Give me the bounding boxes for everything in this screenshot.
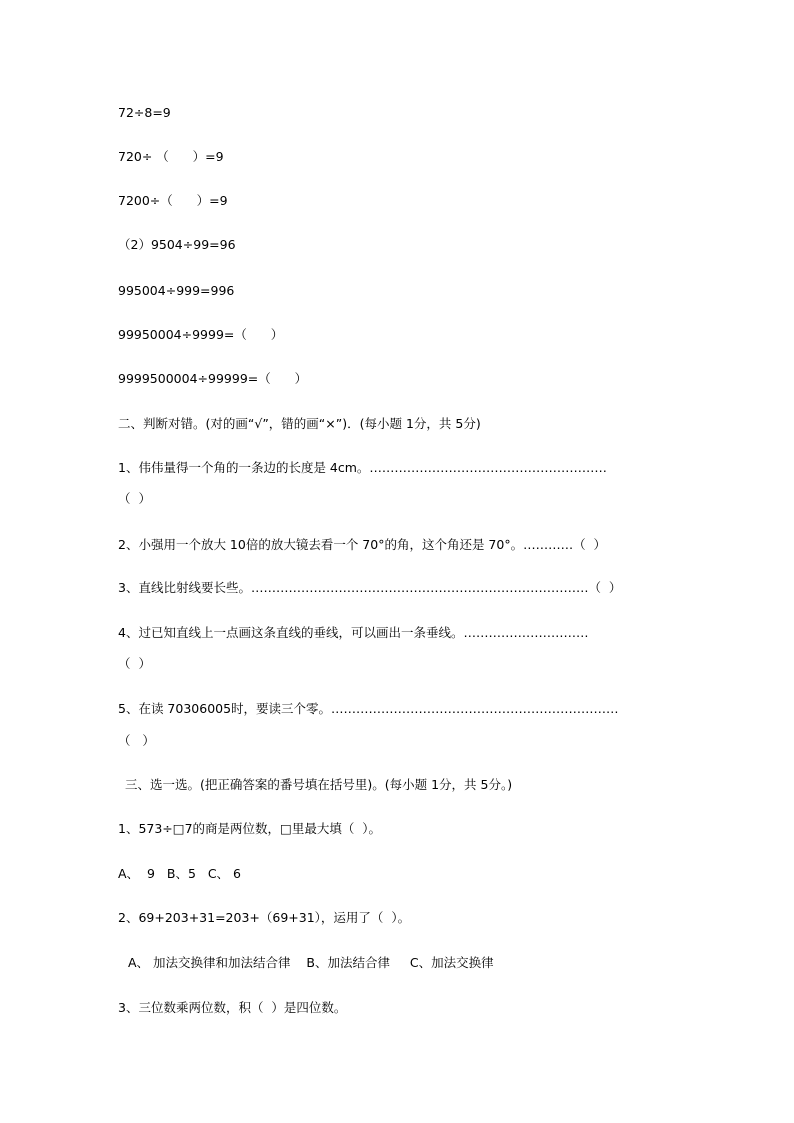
question-text: 4、过已知直线上一点画这条直线的垂线，可以画出一条垂线。………………………… <box>118 625 589 640</box>
answer-bracket: （ ） <box>118 491 151 506</box>
section-heading: 三、选一选。(把正确答案的番号填在括号里)。(每小题 1分，共 5分。) <box>125 777 513 792</box>
question-text: 3、直线比射线要长些。………………………………………………………………………（ ） <box>118 580 622 595</box>
equation-line: （2）9504÷99=96 <box>118 237 236 252</box>
question-text: 3、三位数乘两位数，积（ ）是四位数。 <box>118 1000 347 1015</box>
equation-line: 7200÷（ ）=9 <box>118 193 228 208</box>
section-heading: 二、判断对错。(对的画“√”，错的画“×”)．(每小题 1分，共 5分) <box>118 416 481 431</box>
equation-line: 720÷ （ ）=9 <box>118 149 224 164</box>
equation-line: 9999500004÷99999=（ ） <box>118 371 308 386</box>
equation-line: 72÷8=9 <box>118 105 171 120</box>
question-text: 2、69+203+31=203+（69+31），运用了（ ）。 <box>118 910 411 925</box>
answer-bracket: （ ） <box>118 656 151 671</box>
choice-options: A、 9 B、5 C、 6 <box>118 866 241 881</box>
question-text: 1、573÷□7的商是两位数，□里最大填（ ）。 <box>118 821 382 836</box>
choice-options: A、 加法交换律和加法结合律 B、加法结合律 C、加法交换律 <box>128 955 494 970</box>
question-text: 5、在读 70306005时，要读三个零。…………………………………………………………… <box>118 701 619 716</box>
question-text: 1、伟伟量得一个角的一条边的长度是 4cm。………………………………………………… <box>118 460 607 475</box>
answer-bracket: （ ） <box>118 733 155 748</box>
question-text: 2、小强用一个放大 10倍的放大镜去看一个 70°的角，这个角还是 70°。…………（ ） <box>118 537 607 552</box>
equation-line: 99950004÷9999=（ ） <box>118 327 284 342</box>
equation-line: 995004÷999=996 <box>118 283 235 298</box>
